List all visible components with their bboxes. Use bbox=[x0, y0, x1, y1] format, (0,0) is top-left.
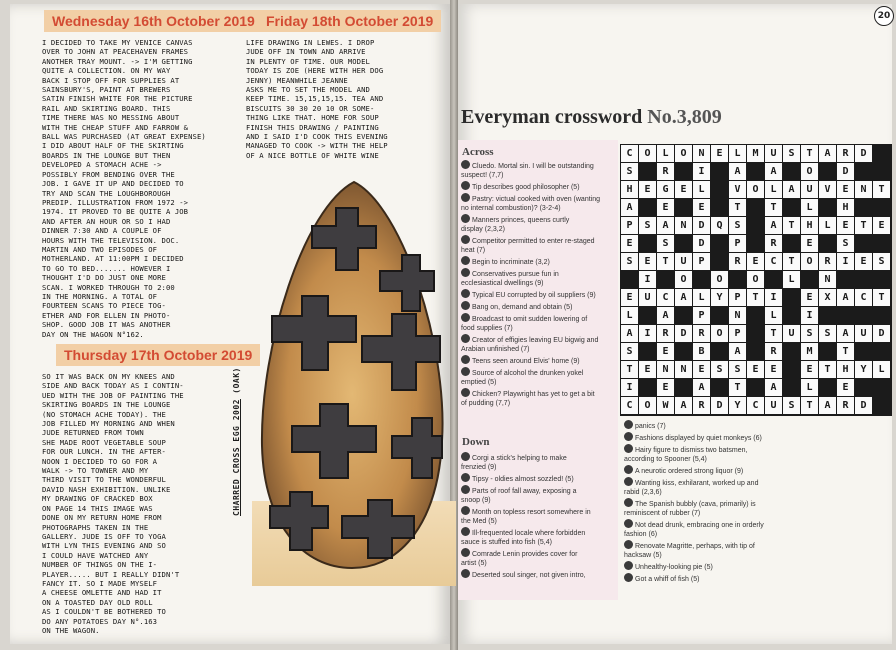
grid-cell[interactable]: D bbox=[855, 145, 872, 162]
grid-cell[interactable]: D bbox=[711, 397, 728, 414]
grid-cell[interactable]: I bbox=[837, 253, 854, 270]
grid-cell[interactable]: A bbox=[765, 379, 782, 396]
clue-text: Not dead drunk, embracing one in orderly fashion (6) bbox=[624, 522, 764, 538]
grid-cell[interactable]: D bbox=[855, 397, 872, 414]
grid-cell[interactable]: E bbox=[855, 253, 872, 270]
down-clue bbox=[461, 452, 567, 472]
across-clue bbox=[461, 214, 569, 234]
across-clue bbox=[461, 313, 587, 333]
grid-cell[interactable]: U bbox=[639, 289, 656, 306]
grid-cell[interactable]: A bbox=[729, 343, 746, 360]
clue-number-badge bbox=[461, 235, 470, 244]
grid-cell[interactable]: R bbox=[819, 253, 836, 270]
down-clue bbox=[461, 548, 577, 568]
grid-cell[interactable]: Q bbox=[711, 217, 728, 234]
grid-cell[interactable]: N bbox=[819, 271, 836, 288]
down-2-clue bbox=[624, 465, 743, 476]
grid-cell[interactable]: T bbox=[747, 289, 764, 306]
grid-cell[interactable]: C bbox=[747, 397, 764, 414]
grid-cell[interactable]: L bbox=[729, 145, 746, 162]
journal-entry-friday: LIFE DRAWING IN LEWES. I DROP JUDE OFF IN TOWN AND ARRIVE IN PLENTY OF TIME. OUR MODEL TODAY IS ZOE (HERE WITH HER DOG JENNY) MEANWHILE JEANNE ASKS ME TO SET THE MODEL AND KEEP TIME. 15,15,15,15. TEA AND BISCUITS 30 30 20 10 OR SOME- THING LIKE THAT. HOME FOR SOUP FINISH THIS DRAWING / PAINTING AND I SAID I'D COOK THIS EVENING MANAGED TO COOK -> WITH THE HELP OF A NICE BOTTLE OF WHITE WINE bbox=[246, 38, 388, 160]
journal-entry-wednesday: I DECIDED TO TAKE MY VENICE CANVAS OVER TO JOHN AT PEACEHAVEN FRAMES ANOTHER TRAY MOUNT. -> I'M GETTING QUITE A COLLECTION. ON MY WAY BACK I STOP OFF FOR SUPPLIES AT SAINSBURY'S, PAINT AT BREWERS SATIN FINISH WHITE FOR THE PICTURE RAIL AND SKIRTING BOARD. THIS TIME THERE WAS NO MESSING ABOUT WITH THE CHEAP STUFF AND FARROW & BALL WAS PURCHASED (AT GREAT EXPENSE) I DID ABOUT HALF OF THE SKIRTING BOARDS IN THE LOUNGE BUT THEN DEVELOPED A STOMACH ACHE -> POSSIBLY FROM BENDING OVER THE JOB. I GAVE IT UP AND DECIDED TO TRY AND SCAN THE LOUGHBOROUGH PREDIP. ILLUSTRATION FROM 1972 -> 1974. IT PROVED TO BE QUITE A JOB AND AFTER AN HOUR OR SO I HAD DINNER 7:30 AND A COUPLE OF HOURS WITH THE TELEVISION. DOC. MARTIN AND TWO EPISODES OF MOTHERLAND. AT 11:00PM I DECIDED TO GO TO BED....... HOWEVER I THOUGHT I'D DO JUST ONE MORE SCAN. I WORKED THROUGH TO 2:00 IN THE MORNING. A TOTAL OF FOURTEEN SCANS TO PIECE TOG- ETHER AND FOR ELLEN IN PHOTO- SHOP. GOOD JOB IT WAS ANOTHER DAY ON THE WAGON N°162. bbox=[42, 38, 206, 339]
clue-text: Tip describes good philosopher (5) bbox=[472, 184, 580, 191]
grid-cell[interactable]: I bbox=[639, 271, 656, 288]
clue-text: Comrade Lenin provides cover for artist (5) bbox=[461, 551, 578, 567]
grid-cell[interactable]: N bbox=[729, 307, 746, 324]
down-heading: Down bbox=[462, 436, 490, 448]
clue-text: Broadcast to omit sudden lowering of food supplies (7) bbox=[461, 316, 588, 332]
grid-cell[interactable]: M bbox=[747, 145, 764, 162]
date-label-thursday: Thursday 17th October 2019 bbox=[56, 344, 260, 366]
grid-cell[interactable]: P bbox=[693, 253, 710, 270]
grid-cell[interactable]: I bbox=[765, 289, 782, 306]
grid-cell[interactable]: O bbox=[711, 325, 728, 342]
grid-cell[interactable]: T bbox=[801, 397, 818, 414]
grid-cell[interactable]: O bbox=[639, 145, 656, 162]
across-clue bbox=[461, 193, 600, 213]
grid-cell[interactable]: L bbox=[801, 199, 818, 216]
grid-cell[interactable]: S bbox=[729, 217, 746, 234]
across-clue bbox=[461, 301, 572, 312]
clue-number-badge bbox=[461, 548, 470, 557]
grid-cell[interactable]: N bbox=[675, 361, 692, 378]
grid-cell[interactable]: A bbox=[675, 289, 692, 306]
clue-number-badge bbox=[624, 432, 633, 441]
grid-cell[interactable]: T bbox=[783, 217, 800, 234]
grid-cell[interactable]: T bbox=[729, 379, 746, 396]
clue-number-badge bbox=[461, 569, 470, 578]
grid-cell[interactable]: A bbox=[783, 181, 800, 198]
grid-cell[interactable]: R bbox=[765, 235, 782, 252]
clue-number-badge bbox=[461, 527, 470, 536]
across-clue bbox=[461, 289, 596, 300]
grid-cell[interactable]: O bbox=[747, 271, 764, 288]
grid-cell[interactable]: P bbox=[729, 325, 746, 342]
grid-cell[interactable]: M bbox=[801, 343, 818, 360]
grid-cell[interactable]: C bbox=[765, 253, 782, 270]
date-label-friday: Friday 18th October 2019 bbox=[258, 10, 441, 32]
grid-cell[interactable]: E bbox=[639, 253, 656, 270]
clue-number-badge bbox=[461, 313, 470, 322]
grid-cell[interactable]: A bbox=[657, 217, 674, 234]
journal-entry-thursday: SO IT WAS BACK ON MY KNEES AND SIDE AND BACK TODAY AS I CONTIN- UED WITH THE JOB OF PAINTING THE SKIRTING BOARDS IN THE LOUNGE (NO STOMACH ACHE TODAY). THE JOB FILLED MY MORNING AND WHEN JUDE RETURNED FROM TOWN SHE MADE ROOT VEGETABLE SOUP FOR OUR LUNCH. IN THE AFTER- NOON I DECIDED TO GO FOR A WALK -> TO TOWNER AND MY THIRD VISIT TO THE WONDERFUL DAVID NASH EXHIBITION. UNLIKE MY DRAWING OF CRACKED BOX ON PAGE 14 THIS IMAGE WAS DONE ON MY RETURN HOME FROM PHOTOGRAPHS TAKEN IN THE GALLERY. JUDE IS OFF TO YOGA WITH LYN THIS EVENING AND SO I COULD HAVE WATCHED ANY NUMBER OF THINGS ON THE I- PLAYER..... BUT I REALLY DIDN'T FANCY IT. SO I MADE MYSELF A CHEESE OMLETTE AND HAD IT ON A TOASTED DAY OLD ROLL AS I COULDN'T BE BOTHERED TO DO ANY POTATOES DAY N°.163 ON THE WAGON. bbox=[42, 372, 184, 635]
grid-cell[interactable]: I bbox=[621, 379, 638, 396]
grid-cell[interactable]: L bbox=[783, 271, 800, 288]
clue-number-badge bbox=[624, 477, 633, 486]
grid-cell[interactable]: R bbox=[693, 325, 710, 342]
down-2-clue bbox=[624, 519, 764, 539]
grid-cell[interactable]: E bbox=[801, 289, 818, 306]
grid-cell[interactable]: R bbox=[693, 397, 710, 414]
grid-cell[interactable]: E bbox=[639, 181, 656, 198]
down-2-clue bbox=[624, 444, 747, 464]
clue-text: Corgi a stick's helping to make frenzied (9) bbox=[461, 455, 567, 471]
crossword-grid bbox=[620, 144, 892, 416]
down-clue bbox=[461, 473, 574, 484]
grid-cell[interactable]: P bbox=[729, 235, 746, 252]
grid-cell[interactable]: N bbox=[675, 217, 692, 234]
grid-cell[interactable]: S bbox=[639, 217, 656, 234]
clue-text: Month on topless resort somewhere in the Med (5) bbox=[461, 509, 591, 525]
grid-cell[interactable]: O bbox=[711, 271, 728, 288]
grid-cell[interactable]: S bbox=[729, 361, 746, 378]
clue-number-badge bbox=[461, 355, 470, 364]
across-clue bbox=[461, 181, 580, 192]
grid-cell[interactable]: H bbox=[801, 217, 818, 234]
grid-cell[interactable]: H bbox=[621, 181, 638, 198]
across-clue bbox=[461, 334, 598, 354]
grid-cell[interactable]: H bbox=[837, 199, 854, 216]
grid-cell[interactable]: T bbox=[873, 181, 890, 198]
clue-text: Got a whiff of fish (5) bbox=[635, 576, 700, 583]
clue-number-badge bbox=[461, 301, 470, 310]
clue-text: Source of alcohol the drunken yokel emptied (5) bbox=[461, 370, 584, 386]
grid-cell[interactable]: A bbox=[621, 199, 638, 216]
painting-caption-material: (OAK) bbox=[232, 367, 241, 394]
grid-cell[interactable]: D bbox=[693, 235, 710, 252]
clue-number-badge bbox=[624, 540, 633, 549]
crossword-number: No.3,809 bbox=[647, 106, 722, 128]
grid-cell[interactable]: A bbox=[819, 397, 836, 414]
clue-text: Typical EU corrupted by oil suppliers (9) bbox=[472, 292, 596, 299]
clue-text: The Spanish bubbly (cava, primarily) is reminiscent of rubber (7) bbox=[624, 501, 756, 517]
grid-cell[interactable]: A bbox=[729, 163, 746, 180]
clue-text: Cluedo. Mortal sin. I will be outstanding suspect! (7,7) bbox=[461, 163, 594, 179]
across-clue bbox=[461, 355, 580, 366]
down-2-clue bbox=[624, 420, 666, 431]
grid-cell[interactable]: E bbox=[675, 181, 692, 198]
grid-cell[interactable]: T bbox=[873, 289, 890, 306]
grid-cell[interactable]: Y bbox=[711, 289, 728, 306]
grid-cell[interactable]: V bbox=[729, 181, 746, 198]
grid-cell[interactable]: C bbox=[855, 289, 872, 306]
grid-cell[interactable]: T bbox=[819, 361, 836, 378]
grid-cell[interactable]: S bbox=[837, 235, 854, 252]
grid-cell[interactable]: E bbox=[657, 379, 674, 396]
clue-number-badge bbox=[461, 506, 470, 515]
grid-cell[interactable]: E bbox=[657, 343, 674, 360]
clue-text: Manners princes, queens curtly display (2,3,2) bbox=[461, 217, 570, 233]
clue-text: Chicken? Playwright has yet to get a bit of pudding (7,7) bbox=[461, 391, 595, 407]
grid-cell[interactable]: E bbox=[747, 253, 764, 270]
grid-cell[interactable]: X bbox=[819, 289, 836, 306]
clue-number-badge bbox=[461, 160, 470, 169]
grid-cell[interactable]: A bbox=[765, 163, 782, 180]
grid-cell[interactable]: T bbox=[765, 325, 782, 342]
grid-cell[interactable]: C bbox=[621, 145, 638, 162]
grid-cell[interactable]: C bbox=[621, 397, 638, 414]
clue-number-badge bbox=[624, 465, 633, 474]
grid-cell[interactable]: O bbox=[801, 163, 818, 180]
grid-cell[interactable]: T bbox=[621, 361, 638, 378]
grid-cell[interactable]: R bbox=[837, 397, 854, 414]
grid-cell[interactable]: T bbox=[837, 343, 854, 360]
clue-number-badge bbox=[461, 214, 470, 223]
down-clue bbox=[461, 527, 585, 547]
clue-number-badge bbox=[624, 573, 633, 582]
grid-cell[interactable]: E bbox=[837, 217, 854, 234]
grid-cell[interactable]: B bbox=[693, 343, 710, 360]
grid-cell[interactable]: A bbox=[837, 289, 854, 306]
grid-cell[interactable]: T bbox=[801, 145, 818, 162]
grid-cell[interactable]: A bbox=[657, 307, 674, 324]
clue-text: Parts of roof fall away, exposing a snoop (9) bbox=[461, 488, 577, 504]
grid-cell[interactable]: G bbox=[657, 181, 674, 198]
grid-cell[interactable]: Y bbox=[729, 397, 746, 414]
grid-cell[interactable]: S bbox=[621, 343, 638, 360]
grid-cell[interactable]: L bbox=[801, 379, 818, 396]
grid-cell[interactable]: A bbox=[621, 325, 638, 342]
grid-cell[interactable]: N bbox=[657, 361, 674, 378]
clue-text: panics (7) bbox=[635, 423, 666, 430]
grid-cell[interactable]: N bbox=[693, 145, 710, 162]
grid-cell[interactable]: I bbox=[801, 307, 818, 324]
painting-caption-title: CHARRED CROSS EGG 2002 bbox=[232, 399, 241, 516]
grid-cell[interactable]: P bbox=[621, 217, 638, 234]
grid-cell[interactable]: A bbox=[837, 325, 854, 342]
grid-cell[interactable]: S bbox=[819, 325, 836, 342]
clue-number-badge bbox=[461, 367, 470, 376]
grid-cell[interactable]: H bbox=[837, 361, 854, 378]
down-clue bbox=[461, 569, 586, 580]
grid-cell[interactable]: O bbox=[675, 271, 692, 288]
clue-text: Teens seen around Elvis' home (9) bbox=[472, 358, 580, 365]
clue-text: Ill-frequented locale where forbidden sauce is stuffed into fish (5,4) bbox=[461, 530, 586, 546]
grid-cell[interactable]: R bbox=[657, 163, 674, 180]
grid-cell[interactable]: O bbox=[801, 253, 818, 270]
grid-cell[interactable]: S bbox=[621, 253, 638, 270]
grid-cell[interactable]: D bbox=[873, 325, 890, 342]
clue-number-badge bbox=[461, 181, 470, 190]
date-label-wednesday: Wednesday 16th October 2019 bbox=[44, 10, 263, 32]
down-2-clue bbox=[624, 573, 699, 584]
crossword-title bbox=[461, 106, 722, 129]
clue-number-badge bbox=[461, 452, 470, 461]
grid-cell[interactable]: L bbox=[873, 361, 890, 378]
grid-cell[interactable]: I bbox=[693, 163, 710, 180]
grid-cell[interactable]: S bbox=[657, 235, 674, 252]
grid-cell[interactable]: E bbox=[765, 361, 782, 378]
clue-text: Deserted soul singer, not given intro, bbox=[472, 572, 586, 579]
clue-number-badge bbox=[461, 334, 470, 343]
crossword-title-text: Everyman crossword bbox=[461, 106, 643, 128]
grid-cell[interactable]: L bbox=[657, 145, 674, 162]
grid-cell[interactable]: D bbox=[675, 325, 692, 342]
grid-cell[interactable]: S bbox=[783, 145, 800, 162]
down-2-clue bbox=[624, 498, 756, 518]
clue-number-badge bbox=[624, 561, 633, 570]
grid-cell[interactable]: T bbox=[765, 199, 782, 216]
grid-cell[interactable]: S bbox=[711, 361, 728, 378]
grid-cell[interactable]: Y bbox=[855, 361, 872, 378]
grid-cell[interactable]: E bbox=[657, 199, 674, 216]
across-heading: Across bbox=[462, 146, 494, 158]
grid-cell[interactable]: I bbox=[639, 325, 656, 342]
clue-number-badge bbox=[624, 519, 633, 528]
grid-cell[interactable]: S bbox=[801, 325, 818, 342]
grid-cell[interactable]: P bbox=[693, 307, 710, 324]
grid-cell[interactable]: L bbox=[621, 307, 638, 324]
grid-cell[interactable]: E bbox=[693, 199, 710, 216]
grid-cell[interactable]: E bbox=[693, 361, 710, 378]
grid-cell[interactable]: W bbox=[657, 397, 674, 414]
grid-cell[interactable]: V bbox=[819, 181, 836, 198]
clue-text: Competitor permitted to enter re-staged heat (7) bbox=[461, 238, 595, 254]
grid-cell[interactable]: T bbox=[783, 253, 800, 270]
across-clue bbox=[461, 235, 595, 255]
grid-cell[interactable]: T bbox=[855, 217, 872, 234]
grid-cell[interactable]: E bbox=[639, 361, 656, 378]
grid-cell[interactable]: C bbox=[657, 289, 674, 306]
grid-cell[interactable]: D bbox=[837, 163, 854, 180]
clue-number-badge bbox=[461, 388, 470, 397]
clue-number-badge bbox=[461, 268, 470, 277]
grid-cell[interactable]: U bbox=[675, 253, 692, 270]
clue-number-badge bbox=[461, 485, 470, 494]
clue-text: Hairy figure to dismiss two batsmen, according to Spooner (5,4) bbox=[624, 447, 748, 463]
clue-number-badge bbox=[461, 256, 470, 265]
clue-text: Renovate Magritte, perhaps, with tip of hacksaw (5) bbox=[624, 543, 755, 559]
grid-cell[interactable]: O bbox=[639, 397, 656, 414]
clue-text: Conservatives pursue fun in ecclesiastical dwellings (9) bbox=[461, 271, 559, 287]
clue-number-badge bbox=[624, 498, 633, 507]
grid-cell[interactable]: P bbox=[729, 289, 746, 306]
grid-cell[interactable]: E bbox=[837, 379, 854, 396]
grid-cell[interactable]: L bbox=[819, 217, 836, 234]
grid-cell[interactable]: U bbox=[765, 145, 782, 162]
clue-text: Begin to incriminate (3,2) bbox=[472, 259, 550, 266]
grid-cell[interactable]: D bbox=[693, 217, 710, 234]
grid-cell[interactable]: U bbox=[801, 181, 818, 198]
grid-cell[interactable]: N bbox=[855, 181, 872, 198]
grid-cell[interactable]: A bbox=[819, 145, 836, 162]
grid-cell[interactable]: R bbox=[729, 253, 746, 270]
clue-text: Pastry: victual cooked with oven (wanting no internal combustion)? (3-2-4) bbox=[461, 196, 601, 212]
grid-cell[interactable]: E bbox=[711, 145, 728, 162]
down-clue bbox=[461, 485, 577, 505]
clue-text: Tipsy - oldies almost sozzled! (5) bbox=[472, 476, 574, 483]
grid-cell[interactable]: U bbox=[783, 325, 800, 342]
grid-cell[interactable]: A bbox=[675, 397, 692, 414]
grid-cell[interactable]: T bbox=[657, 253, 674, 270]
grid-cell[interactable]: E bbox=[621, 289, 638, 306]
clue-number-badge bbox=[461, 473, 470, 482]
grid-cell[interactable]: A bbox=[765, 217, 782, 234]
clue-text: Fashions displayed by quiet monkeys (6) bbox=[635, 435, 762, 442]
down-2-clue bbox=[624, 432, 762, 443]
grid-cell[interactable]: T bbox=[729, 199, 746, 216]
grid-cell[interactable]: R bbox=[837, 145, 854, 162]
clue-text: Wanting kiss, exhilarant, worked up and rabid (2,3,6) bbox=[624, 480, 759, 496]
across-clue bbox=[461, 388, 595, 408]
down-clue bbox=[461, 506, 591, 526]
painting-caption bbox=[232, 367, 241, 516]
grid-cell[interactable]: L bbox=[693, 181, 710, 198]
clue-text: A neurotic ordered strong liquor (9) bbox=[635, 468, 744, 475]
grid-cell[interactable]: A bbox=[693, 379, 710, 396]
charred-cross-egg-painting bbox=[252, 176, 456, 586]
grid-cell[interactable]: U bbox=[765, 397, 782, 414]
down-2-clue bbox=[624, 561, 713, 572]
grid-cell[interactable]: E bbox=[621, 235, 638, 252]
clue-text: Creator of effigies leaving EU bigwig and Arabian unfinished (7) bbox=[461, 337, 599, 353]
grid-cell[interactable]: S bbox=[873, 253, 890, 270]
grid-cell[interactable]: U bbox=[855, 325, 872, 342]
across-clue bbox=[461, 268, 559, 288]
grid-cell[interactable]: E bbox=[801, 235, 818, 252]
grid-cell[interactable]: E bbox=[873, 217, 890, 234]
grid-cell[interactable]: O bbox=[675, 145, 692, 162]
across-clue bbox=[461, 367, 583, 387]
clue-number-badge bbox=[461, 193, 470, 202]
grid-cell[interactable]: L bbox=[693, 289, 710, 306]
grid-cell[interactable]: E bbox=[837, 181, 854, 198]
clue-text: Bang on, demand and obtain (5) bbox=[472, 304, 573, 311]
grid-cell[interactable]: L bbox=[765, 307, 782, 324]
clue-number-badge bbox=[624, 420, 633, 429]
grid-cell[interactable]: O bbox=[747, 181, 764, 198]
grid-cell[interactable]: E bbox=[801, 361, 818, 378]
grid-cell[interactable]: R bbox=[657, 325, 674, 342]
grid-cell[interactable]: R bbox=[765, 343, 782, 360]
page-number: 20 bbox=[874, 6, 894, 26]
grid-cell[interactable]: S bbox=[783, 397, 800, 414]
grid-cell[interactable]: E bbox=[747, 361, 764, 378]
across-clue bbox=[461, 256, 550, 267]
clue-number-badge bbox=[624, 444, 633, 453]
down-2-clue bbox=[624, 477, 758, 497]
across-clue bbox=[461, 160, 594, 180]
grid-cell[interactable]: S bbox=[621, 163, 638, 180]
clue-text: Unhealthy-looking pie (5) bbox=[635, 564, 713, 571]
down-2-clue bbox=[624, 540, 755, 560]
clue-number-badge bbox=[461, 289, 470, 298]
grid-cell[interactable]: L bbox=[765, 181, 782, 198]
